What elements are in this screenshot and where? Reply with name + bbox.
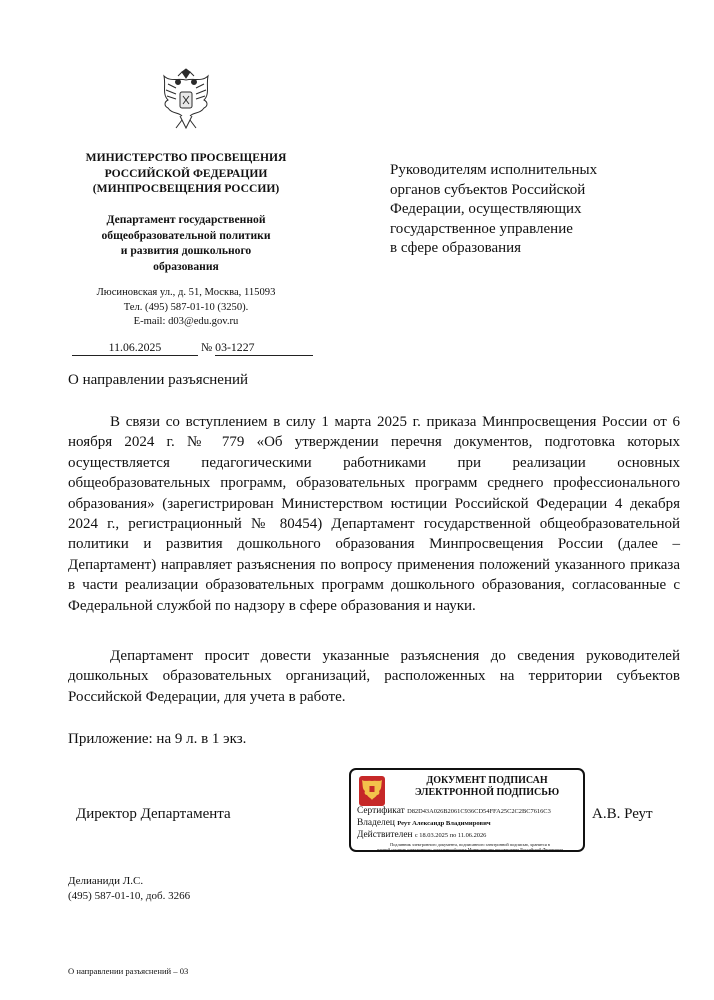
recipient-line: Руководителям исполнительных (390, 162, 598, 178)
document-date-number (72, 340, 313, 356)
executor-name: Делианиди Л.С. (68, 875, 144, 887)
document-number: 03-1227 (215, 340, 313, 356)
stamp-owner (357, 818, 491, 828)
email-line: E-mail: d03@edu.gov.ru (133, 316, 239, 327)
number-sign: № (200, 340, 213, 354)
ministry-name-line: МИНИСТЕРСТВО ПРОСВЕЩЕНИЯ (85, 151, 287, 164)
department-name-line: общеобразовательной политики (101, 228, 271, 242)
executor-phone: (495) 587-01-10, доб. 3266 (68, 889, 191, 902)
stamp-note-line: единой системе электронного документооборота Министерства просвещения Российской Федерации (377, 847, 563, 852)
recipient-block (390, 161, 650, 259)
appendix-note: Приложение: на 9 л. в 1 экз. (68, 731, 247, 747)
recipient-line: в сфере образования (390, 240, 522, 256)
signer-name: А.В. Реут (592, 806, 653, 822)
body-paragraph-2: Департамент просит довести указанные разъяснения до сведения руководителей дошкольных образовательных организаций, расположенных на территории субъектов Российской Федерации, для учета в работе. (68, 648, 680, 705)
validity-value: с 18.03.2025 по 11.06.2026 (414, 832, 487, 839)
signer-position: Директор Департамента (76, 806, 231, 822)
validity-label: Действителен (357, 830, 413, 840)
recipient-line: государственное управление (390, 220, 573, 237)
recipient-line: органов субъектов Российской (390, 181, 586, 198)
executor-info (68, 874, 190, 903)
ministry-name (70, 150, 302, 197)
stamp-title-line: ЭЛЕКТРОННОЙ ПОДПИСЬЮ (414, 786, 560, 798)
page-footer: О направлении разъяснений – 03 (68, 966, 189, 976)
electronic-signature-stamp (349, 768, 585, 852)
address-line: Люсиновская ул., д. 51, Москва, 115093 (96, 287, 276, 298)
certificate-value: D82D43A026B2061C936CD54FFA25C2C2BC7616C3 (407, 808, 551, 815)
department-name-line: и развития дошкольного (120, 244, 252, 257)
stamp-emblem-icon (359, 776, 385, 806)
ministry-name-line: РОССИЙСКОЙ ФЕДЕРАЦИИ (104, 166, 268, 180)
stamp-title (393, 775, 581, 798)
ministry-name-line: (МИНПРОСВЕЩЕНИЯ РОССИИ) (92, 182, 280, 195)
coat-of-arms-emblem (158, 68, 214, 136)
document-date: 11.06.2025 (72, 340, 198, 356)
letter-subject: О направлении разъяснений (68, 372, 249, 388)
department-name (70, 212, 302, 274)
stamp-note-line: Подлинник электронного документа, подписанного электронной подписью, хранится в (390, 842, 550, 847)
contact-address (70, 286, 302, 330)
stamp-certificate (357, 806, 551, 816)
owner-label: Владелец (357, 818, 395, 828)
body-paragraph-1: В связи со вступлением в силу 1 марта 2025 г. приказа Минпросвещения России от 6 ноября 2024 г. № 779 «Об утверждении перечня документов, подготовка которых осуществляется педагогическими работниками при реализации основных общеобразовательных программ, образовательных программ среднего профессионального образования» (зарегистрирован Министерством юстиции Российской Федерации 4 декабря 2024 г., регистрационный № 80454) Департамент государственной общеобразовательной политики и развития дошкольного образования Минпросвещения России (далее – Департамент) направляет разъяснения по вопросу применения положений указанного приказа в части реализации образовательных программ дошкольного образования, согласованные с Федеральной службой по надзору в сфере образования и науки. (68, 414, 680, 614)
certificate-label: Сертификат (357, 806, 405, 816)
stamp-note (357, 842, 583, 852)
department-name-line: образования (153, 259, 219, 273)
stamp-title-line: ДОКУМЕНТ ПОДПИСАН (426, 775, 548, 786)
owner-value: Реут Александр Владимирович (397, 820, 491, 827)
department-name-line: Департамент государственной (106, 213, 266, 226)
stamp-validity (357, 830, 486, 840)
recipient-line: Федерации, осуществляющих (390, 201, 582, 217)
phone-line: Тел. (495) 587-01-10 (3250). (123, 301, 249, 313)
